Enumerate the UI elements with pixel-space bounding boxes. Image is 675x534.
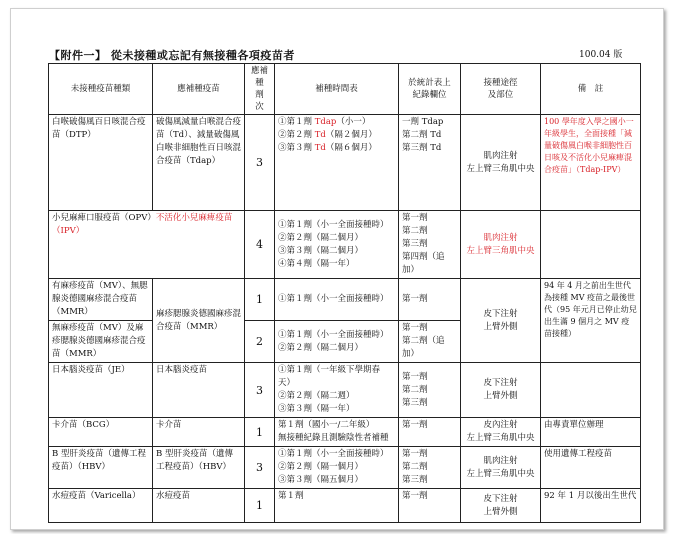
cell-record-field: 一劑 Tdap 第二劑 Td 第三劑 Td — [399, 115, 461, 211]
cell-doses: 1 — [245, 418, 275, 447]
cell-notes: 92 年 1 月以後出生世代 — [541, 489, 641, 523]
cell-vaccine-type: 日本腦炎疫苗（JE） — [49, 363, 153, 418]
cell-notes: 100 學年度入學之國小一年級學生，全面接種「減量破傷風白喉非細胞性百日咳及不活化小兒麻痺混合疫苗」（Tdap-IPV） — [541, 115, 641, 211]
cell-notes: 使用遺傳工程疫苗 — [541, 447, 641, 489]
cell-notes — [541, 211, 641, 279]
table-row — [49, 418, 641, 447]
cell-doses: 1 — [245, 279, 275, 321]
cell-route: 肌肉注射 左上臂三角肌中央 — [461, 447, 541, 489]
cell-vaccine-type: 水痘疫苗（Varicella） — [49, 489, 153, 523]
cell-doses: 2 — [245, 321, 275, 363]
cell-should-vaccine: 麻疹腮腺炎德國麻疹混合疫苗（MMR） — [153, 279, 245, 363]
vaccine-catchup-table — [48, 63, 641, 523]
header-vaccine-type: 未接種疫苗種類 — [49, 64, 153, 115]
cell-route: 皮下注射 上臂外側 — [461, 489, 541, 523]
cell-route: 皮內注射 左上臂三角肌中央 — [461, 418, 541, 447]
header-route: 接種途徑 及部位 — [461, 64, 541, 115]
cell-vaccine-type: B 型肝炎疫苗（遺傳工程疫苗）（HBV） — [49, 447, 153, 489]
cell-route: 肌肉注射 左上臂三角肌中央 — [461, 211, 541, 279]
schedule-line: ②第２劑 Td（隔２個月） — [278, 130, 377, 140]
document-title: 【附件一】 從未接種或忘記有無接種各項疫苗者 — [49, 49, 295, 62]
table-row — [49, 211, 641, 279]
cell-schedule: ①第１劑（小一全面接種時） ②第２劑（隔二個月） ③第３劑（隔二個月） ④第４劑（隔一年） — [275, 211, 399, 279]
cell-should-vaccine: B 型肝炎疫苗（遺傳工程疫苗）（HBV） — [153, 447, 245, 489]
cell-schedule: 第１劑 — [275, 489, 399, 523]
cell-route: 皮下注射 上臂外側 — [461, 363, 541, 418]
header-record-field: 於統計表上 紀錄欄位 — [399, 64, 461, 115]
cell-record-field: 第一劑 第二劑 第三劑 — [399, 363, 461, 418]
table-row — [49, 279, 641, 321]
cell-schedule: ①第１劑（小一全面接種時） ②第２劑（隔二個月） — [275, 321, 399, 363]
cell-doses: 3 — [245, 363, 275, 418]
cell-record-field: 第一劑 第二劑 第三劑 第四劑（追加） — [399, 211, 461, 279]
cell-record-field: 第一劑 — [399, 279, 461, 321]
header-should-vaccine: 應補種疫苗 — [153, 64, 245, 115]
cell-doses: 3 — [245, 447, 275, 489]
cell-schedule: ①第１劑（一年級下學期春天） ②第２劑（隔二週） ③第３劑（隔一年） — [275, 363, 399, 418]
cell-schedule — [275, 115, 399, 211]
schedule-line: ①第１劑 Tdap（小一） — [278, 117, 371, 127]
cell-vaccine-type: 無麻疹疫苗（MV）及麻疹腮腺炎德國麻疹混合疫苗（MMR） — [49, 321, 153, 363]
table-row — [49, 115, 641, 211]
cell-doses: 3 — [245, 115, 275, 211]
cell-doses: 1 — [245, 489, 275, 523]
schedule-line: ③第３劑 Td（隔６個月） — [278, 143, 377, 153]
cell-notes: 由專責單位辦理 — [541, 418, 641, 447]
version-label: 100.04 版 — [579, 50, 623, 60]
cell-schedule: ①第１劑（小一全面接種時） — [275, 279, 399, 321]
table-row — [49, 489, 641, 523]
cell-doses: 4 — [245, 211, 275, 279]
table-row — [49, 447, 641, 489]
header-notes: 備 註 — [541, 64, 641, 115]
header-schedule: 補種時間表 — [275, 64, 399, 115]
cell-record-field: 第一劑 — [399, 418, 461, 447]
cell-record-field: 第一劑 第二劑（追加） — [399, 321, 461, 363]
cell-notes — [541, 363, 641, 418]
document-page — [10, 8, 664, 530]
cell-schedule: ①第１劑（小一全面接種時） ②第２劑（隔一個月） ③第３劑（隔五個月） — [275, 447, 399, 489]
cell-notes: 94 年 4 月之前出生世代為接種 MV 疫苗之最後世代（95 年元月已停止幼兒出生滿 9 個月之 MV 疫苗接種） — [541, 279, 641, 363]
cell-vaccine-type: 有麻疹疫苗（MV）、無腮腺炎德國麻疹混合疫苗（MMR） — [49, 279, 153, 321]
cell-vaccine-type: 卡介苗（BCG） — [49, 418, 153, 447]
cell-vaccine-type: 白喉破傷風百日咳混合疫苗（DTP） — [49, 115, 153, 211]
cell-schedule: 第１劑（國小一/二年級） 無接種紀錄且測驗陰性者補種 — [275, 418, 399, 447]
cell-record-field: 第一劑 第二劑 第三劑 — [399, 447, 461, 489]
cell-should-vaccine: 水痘疫苗 — [153, 489, 245, 523]
cell-should-vaccine: 卡介苗 — [153, 418, 245, 447]
cell-should-vaccine: 日本腦炎疫苗 — [153, 363, 245, 418]
table-header-row — [49, 64, 641, 115]
header-doses: 應補種 劑 次 — [245, 64, 275, 115]
cell-should-vaccine: 破傷風減量白喉混合疫苗（Td）、減量破傷風白喉非細胞性百日咳混合疫苗（Tdap） — [153, 115, 245, 211]
cell-record-field: 第一劑 — [399, 489, 461, 523]
cell-route: 皮下注射 上臂外側 — [461, 279, 541, 363]
cell-vaccine-type: 小兒麻痺口服疫苗（OPV）不活化小兒麻痺疫苗（IPV） — [49, 211, 245, 279]
cell-route: 肌肉注射 左上臂三角肌中央 — [461, 115, 541, 211]
table-row — [49, 363, 641, 418]
